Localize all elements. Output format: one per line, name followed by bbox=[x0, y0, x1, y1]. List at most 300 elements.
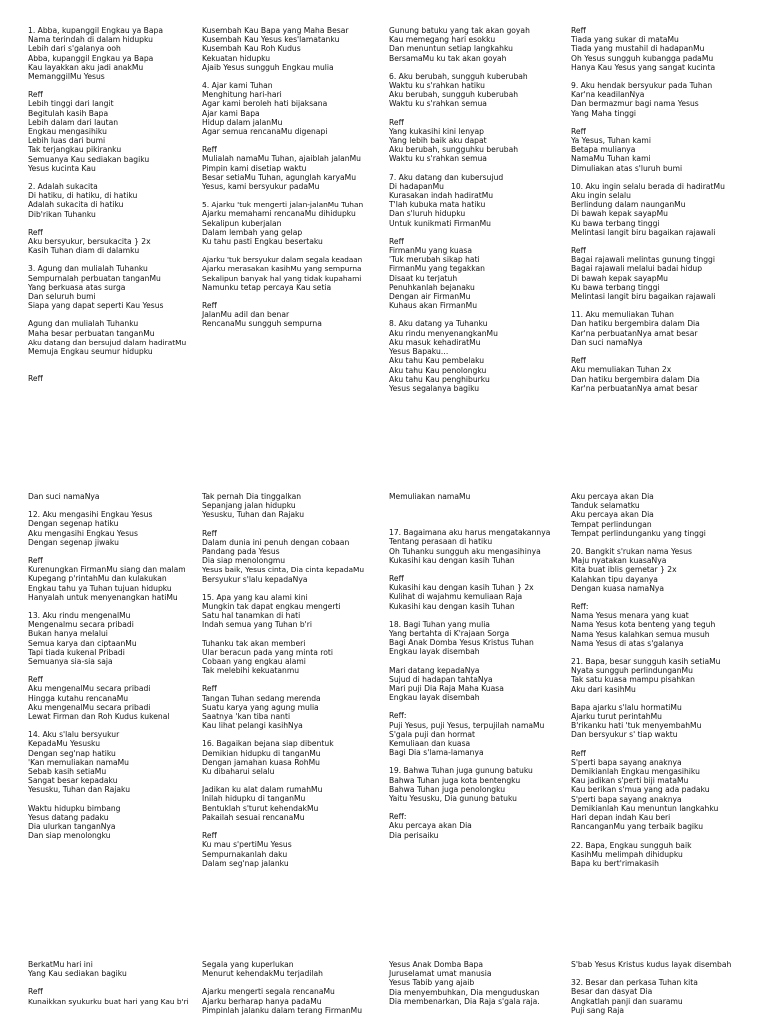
lyric-line: Yang bertahta di K'rajaan Sorga bbox=[389, 629, 510, 639]
line-spacer bbox=[28, 255, 188, 264]
line-spacer bbox=[28, 365, 188, 374]
lyric-line: Bagai rajawali melalui badai hidup bbox=[571, 264, 703, 274]
lyric-line: Mulialah namaMu Tuhan, ajaiblah jalanMu bbox=[202, 154, 361, 164]
lyric-line: Bagi Dia s'lama-lamanya bbox=[389, 748, 484, 758]
lyric-line: Aku mengenalMu secara pribadi bbox=[28, 702, 151, 712]
lyric-line: Aku tahu Kau pembelaku bbox=[389, 356, 485, 366]
lyric-line: Reff: bbox=[389, 711, 407, 721]
line-spacer bbox=[202, 136, 362, 145]
column-2-mid-block bbox=[202, 492, 365, 868]
lyric-line: Ku bawa terbang tinggi bbox=[571, 282, 660, 292]
line-spacer bbox=[389, 109, 549, 118]
lyric-line: Agung dan mulialah Tuhanku bbox=[28, 319, 139, 329]
lyric-line: Kukasihi kau dengan kasih Tuhan bbox=[389, 601, 515, 611]
lyric-line: Abba, kupanggil Engkau ya Bapa bbox=[28, 53, 154, 63]
lyric-line: Sangat besar kepadaku bbox=[28, 776, 118, 786]
line-spacer bbox=[28, 501, 188, 510]
lyric-line: Dan seluruh bumi bbox=[28, 292, 96, 302]
line-spacer bbox=[571, 694, 731, 703]
column-4 bbox=[571, 26, 731, 393]
lyric-line: Dia menyembuhkan, Dia menguduskan bbox=[389, 987, 540, 997]
column-1-bot-block bbox=[28, 960, 188, 1006]
lyric-line: 16. Bagaikan bejana siap dibentuk bbox=[202, 739, 334, 749]
lyric-line: Puji sang Raja bbox=[571, 1005, 625, 1015]
lyric-line: Ajarku berharap hanya padaMu bbox=[202, 996, 322, 1006]
lyric-line: Ajarku merasakan kasihMu yang sempurna bbox=[202, 264, 362, 274]
lyric-line: 15. Apa yang kau alami kini bbox=[202, 592, 308, 602]
lyric-line: Kulihat di wajahmu kemuliaan Raja bbox=[389, 592, 523, 602]
lyric-line: Tanduk selamatku bbox=[571, 501, 640, 511]
lyric-line: 12. Aku mengasihi Engkau Yesus bbox=[28, 510, 153, 520]
lyric-line: Kukasihi kau dengan kasih Tuhan bbox=[389, 555, 515, 565]
lyric-line: Saatnya 'kan tiba nanti bbox=[202, 712, 291, 722]
lyric-line: Reff bbox=[571, 126, 586, 136]
line-spacer bbox=[389, 228, 549, 237]
column-2-middle bbox=[202, 492, 365, 868]
line-spacer bbox=[202, 292, 362, 301]
lyric-line: Bahwa Tuhan juga penolongku bbox=[389, 784, 506, 794]
lyric-line: Kupegang p'rintahMu dan kulakukan bbox=[28, 574, 167, 584]
line-spacer bbox=[389, 164, 549, 173]
lyric-line: Ku bawa terbang tinggi bbox=[571, 218, 660, 228]
column-1 bbox=[28, 26, 188, 384]
lyric-line: Maha besar perbuatan tanganMu bbox=[28, 328, 155, 338]
line-spacer bbox=[202, 822, 362, 831]
lyric-line: KasihMu melimpah dihidupku bbox=[571, 849, 683, 859]
lyric-line: Siapa yang dapat seperti Kau Yesus bbox=[28, 301, 164, 311]
line-spacer bbox=[28, 310, 188, 319]
column-3-bottom bbox=[389, 960, 549, 1006]
line-spacer bbox=[571, 740, 731, 749]
lyric-line: Reff bbox=[202, 831, 217, 841]
lyric-line: Kemuliaan dan kuasa bbox=[389, 739, 471, 749]
lyric-line: Jadikan ku alat dalam rumahMu bbox=[202, 785, 323, 795]
lyric-line: Waktu hidupku bimbang bbox=[28, 803, 121, 813]
lyric-line: Kunaikkan syukurku buat hari yang Kau b'ri bbox=[28, 996, 189, 1006]
lyric-line: Nama Yesus kalahkan semua musuh bbox=[571, 629, 710, 639]
lyric-line: Ajaib Yesus sungguh Engkau mulia bbox=[202, 62, 334, 72]
lyric-line: Bahwa Tuhan juga kota bentengku bbox=[389, 775, 521, 785]
lyric-line: Reff bbox=[389, 117, 404, 127]
lyric-line: S'perti bapa sayang anaknya bbox=[571, 794, 682, 804]
lyric-line: Aku datang dan bersujud dalam hadiratMu bbox=[28, 337, 187, 347]
lyric-line: Aku bersyukur, bersukacita } 2x bbox=[28, 237, 151, 247]
lyric-line: Dengan segenap jiwaku bbox=[28, 537, 119, 547]
lyric-line: Indah semua yang Tuhan b'ri bbox=[202, 620, 312, 630]
lyric-line: Kau layakkan aku jadi anakMu bbox=[28, 62, 144, 72]
lyric-line: Aku berubah, sungguh kuberubah bbox=[389, 90, 519, 100]
lyric-line: S'bab Yesus Kristus kudus layak disembah bbox=[571, 960, 732, 969]
lyric-line: Tak satu kuasa mampu pisahkan bbox=[571, 675, 695, 685]
lyric-line: RancanganMu yang terbaik bagiku bbox=[571, 822, 704, 832]
line-spacer bbox=[571, 118, 731, 127]
lyric-line: Dan hatiku bergembira dalam Dia bbox=[571, 374, 700, 384]
lyric-line: Reff bbox=[571, 26, 586, 35]
lyric-line: Aku mengasihi Engkau Yesus bbox=[28, 528, 138, 538]
lyric-line: Waktu ku s'rahkan semua bbox=[389, 99, 487, 109]
lyric-line: Hanyalah untuk menyenangkan hatiMu bbox=[28, 592, 178, 602]
lyric-line: Reff bbox=[571, 356, 586, 366]
lyric-line: Tentang perasaan di hatiku bbox=[389, 537, 493, 547]
lyric-line: FirmanMu yang kuasa bbox=[389, 246, 472, 256]
lyric-line: Lebih tinggi dari langit bbox=[28, 99, 114, 109]
column-3-middle bbox=[389, 492, 549, 840]
lyric-line: Kau berikan s'mua yang ada padaku bbox=[571, 785, 710, 795]
lyric-line: Tiada yang mustahil di hadapanMu bbox=[571, 44, 705, 54]
lyric-line: Yang Maha tinggi bbox=[571, 108, 637, 118]
lyric-line: Juruselamat umat manusia bbox=[389, 969, 492, 979]
lyric-line: Dengan jamahan kuasa RohMu bbox=[202, 757, 320, 767]
lyric-line: Puji Yesus, puji Yesus, terpujilah namaMu bbox=[389, 720, 545, 730]
lyric-line: Tak melebihi kekuatanmu bbox=[202, 666, 300, 676]
lyric-line: 4. Ajar kami Tuhan bbox=[202, 81, 273, 91]
lyric-line: Kasih Tuhan diam di dalamku bbox=[28, 246, 140, 256]
line-spacer bbox=[389, 510, 549, 519]
lyric-line: Yang Kau sediakan bagiku bbox=[28, 969, 127, 979]
line-spacer bbox=[571, 347, 731, 356]
lyric-line: Dan suci namaNya bbox=[571, 337, 643, 347]
lyric-line: 21. Bapa, besar sungguh kasih setiaMu bbox=[571, 657, 721, 667]
lyric-line: Sujud di hadapan tahtaNya bbox=[389, 674, 493, 684]
lyric-line: Hidup dalam jalanMu bbox=[202, 117, 283, 127]
line-spacer bbox=[28, 795, 188, 804]
lyric-line: Tapi tiada kukenal Pribadi bbox=[28, 647, 125, 657]
lyric-line: Aku mengenalMu secara pribadi bbox=[28, 684, 151, 694]
lyric-line: Dia ulurkan tanganNya bbox=[28, 822, 116, 832]
lyric-line: Kurenungkan FirmanMu siang dan malam bbox=[28, 565, 186, 575]
lyric-line: Reff bbox=[28, 90, 43, 100]
lyric-line: Reff bbox=[28, 675, 43, 685]
lyric-line: Kar'na keadilanNya bbox=[571, 90, 645, 100]
lyric-line: 32. Besar dan perkasa Tuhan kita bbox=[571, 978, 698, 988]
column-2-bot-block bbox=[202, 960, 362, 1015]
lyric-line: Di hadapanMu bbox=[389, 181, 444, 191]
lyric-line: Reff bbox=[28, 556, 43, 566]
lyric-line: Ku tahu pasti Engkau besertaku bbox=[202, 237, 323, 247]
lyric-line: Engkau layak disembah bbox=[389, 647, 480, 657]
lyric-line: Di bawah kepak sayapMu bbox=[571, 273, 668, 283]
lyric-line: Pakailah sesuai rencanaMu bbox=[202, 812, 305, 822]
column-4-middle bbox=[571, 492, 731, 868]
lyric-line: Kusembah Kau Bapa yang Maha Besar bbox=[202, 26, 349, 35]
lyric-line: Ular beracun pada yang minta roti bbox=[202, 647, 333, 657]
lyric-line: Reff bbox=[389, 574, 404, 584]
lyric-line: Ku mau s'pertiMu Yesus bbox=[202, 840, 292, 850]
lyric-line: Dib'rikan Tuhanku bbox=[28, 209, 96, 219]
line-spacer bbox=[389, 702, 549, 711]
line-spacer bbox=[389, 310, 549, 319]
lyric-line: Yesus baik, Yesus cinta, Dia cinta kepadaMu bbox=[202, 565, 365, 575]
lyric-line: Dan suci namaNya bbox=[28, 492, 100, 501]
lyric-line: Sepanjang jalan hidupku bbox=[202, 501, 296, 511]
lyric-line: Satu hal tanamkan di hati bbox=[202, 611, 301, 621]
lyric-line: Semuanya Kau sediakan bagiku bbox=[28, 154, 150, 164]
lyric-line: Ku dibaharui selalu bbox=[202, 767, 275, 777]
lyric-line: Dan hatiku bergembira dalam Dia bbox=[571, 319, 700, 329]
lyric-line: Reff bbox=[202, 145, 217, 155]
lyric-line: Oh Tuhanku sungguh aku mengasihinya bbox=[389, 546, 541, 556]
line-spacer bbox=[571, 72, 731, 81]
lyric-line: Ajarku memahami rencanaMu dihidupku bbox=[202, 209, 356, 219]
lyric-line: Dengan air FirmanMu bbox=[389, 292, 471, 302]
lyric-line: Aku dari kasihMu bbox=[571, 684, 636, 694]
lyric-line: Oh Yesus sungguh kubangga padaMu bbox=[571, 53, 714, 63]
lyric-line: Yesus Bapaku… bbox=[389, 347, 449, 357]
lyric-line: BerkatMu hari ini bbox=[28, 960, 93, 969]
line-spacer bbox=[28, 721, 188, 730]
line-spacer bbox=[571, 832, 731, 841]
lyric-line: Sekalipun banyak hal yang tidak kupahami bbox=[202, 273, 362, 283]
lyric-line: 20. Bangkit s'rukan nama Yesus bbox=[571, 547, 692, 557]
lyric-line: Yang berkuasa atas surga bbox=[28, 282, 126, 292]
lyric-line: Tuhanku tak akan memberi bbox=[202, 638, 306, 648]
line-spacer bbox=[389, 803, 549, 812]
lyric-line: Besar dan dasyat Dia bbox=[571, 987, 653, 997]
line-spacer bbox=[571, 593, 731, 602]
lyric-line: Yesusku, Tuhan dan Rajaku bbox=[28, 785, 131, 795]
lyric-line: Aku percaya akan Dia bbox=[571, 492, 654, 501]
lyric-line: Tempat perlindunganku yang tinggi bbox=[571, 528, 706, 538]
lyric-line: Bapa ajarku s'lalu hormatiMu bbox=[571, 702, 682, 712]
lyric-line: Aku percaya akan Dia bbox=[389, 821, 472, 831]
lyric-line: Ajarku turut perintahMu bbox=[571, 712, 662, 722]
lyric-line: Sempurnakanlah daku bbox=[202, 849, 288, 859]
lyric-line: Kau lihat pelangi kasihNya bbox=[202, 721, 303, 731]
lyric-line: Memuja Engkau seumur hidupku bbox=[28, 347, 153, 357]
line-spacer bbox=[28, 602, 188, 611]
lyric-line: Tempat perlindungan bbox=[571, 519, 652, 529]
column-3-top-block bbox=[389, 26, 549, 393]
lyric-line: Ajarku mengerti segala rencanaMu bbox=[202, 987, 335, 997]
lyric-line: Engkau layak disembah bbox=[389, 693, 480, 703]
column-4-bot-block bbox=[571, 960, 731, 1015]
lyric-line: 10. Aku ingin selalu berada di hadiratMu bbox=[571, 181, 725, 191]
lyric-line: Lebih dalam dari lautan bbox=[28, 117, 119, 127]
lyric-line: NamaMu Tuhan kami bbox=[571, 154, 651, 164]
lyric-line: Agar semua rencanaMu digenapi bbox=[202, 127, 328, 137]
lyric-line: Kita buat iblis gemetar } 2x bbox=[571, 565, 677, 575]
lyric-line: Yesus datang padaku bbox=[28, 812, 109, 822]
column-4-mid-block bbox=[571, 492, 731, 868]
lyric-line: Nama Yesus menara yang kuat bbox=[571, 611, 689, 621]
lyric-line: Yesus segalanya bagiku bbox=[389, 383, 480, 393]
lyric-line: Kusembah Kau Yesus kes'lamatanku bbox=[202, 35, 340, 45]
lyric-line: Bagai rajawali melintas gunung tinggi bbox=[571, 255, 715, 265]
lyric-line: Bersyukur s'lalu kepadaNya bbox=[202, 574, 308, 584]
lyric-line: Bentuklah s'turut kehendakMu bbox=[202, 803, 319, 813]
lyric-line: Aku tahu Kau penolongku bbox=[389, 365, 487, 375]
lyric-line: Reff bbox=[571, 246, 586, 256]
lyric-line: Untuk kunikmati FirmanMu bbox=[389, 218, 491, 228]
lyric-line: Sebab kasih setiaMu bbox=[28, 767, 107, 777]
lyric-line: B'rikanku hati 'tuk menyembahMu bbox=[571, 721, 702, 731]
lyric-line: 'Tuk merubah sikap hati bbox=[389, 255, 480, 265]
lyric-line: Mari datang kepadaNya bbox=[389, 665, 480, 675]
lyric-line: 13. Aku rindu mengenalMu bbox=[28, 611, 131, 621]
lyric-line: Yesus Anak Domba Bapa bbox=[389, 960, 484, 969]
line-spacer bbox=[202, 978, 362, 987]
lyric-line: Yesus Tabib yang ajaib bbox=[389, 978, 475, 988]
lyric-line: Dia siap menolongmu bbox=[202, 556, 286, 566]
column-1-mid-block bbox=[28, 492, 188, 841]
line-spacer bbox=[202, 776, 362, 785]
lyric-line: Dengan seg'nap hatiku bbox=[28, 748, 116, 758]
lyric-line: Reff bbox=[389, 236, 404, 246]
lyric-line: KepadaMu Yesusku bbox=[28, 739, 101, 749]
lyric-line: Lebih luas dari bumi bbox=[28, 136, 106, 146]
line-spacer bbox=[202, 191, 362, 200]
lyric-line: Penuhkanlah bejanaku bbox=[389, 282, 475, 292]
lyric-line: Bukan hanya melalui bbox=[28, 629, 108, 639]
lyric-line: Reff bbox=[28, 374, 43, 384]
lyric-line: Angkatlah panji dan suaramu bbox=[571, 996, 683, 1006]
lyric-line: Aku percaya akan Dia bbox=[571, 510, 654, 520]
line-spacer bbox=[389, 611, 549, 620]
lyric-line: Mengenalmu secara pribadi bbox=[28, 620, 134, 630]
lyric-line: Kurasakan indah hadiratMu bbox=[389, 191, 494, 201]
lyric-line: Nama Yesus kota benteng yang teguh bbox=[571, 620, 716, 630]
lyric-line: BersamaMu ku tak akan goyah bbox=[389, 53, 507, 63]
lyric-line: Reff bbox=[202, 684, 217, 694]
lyric-line: 5. Ajarku 'tuk mengerti jalan-jalanMu Tuhan bbox=[202, 200, 364, 210]
column-1-bottom bbox=[28, 960, 188, 1006]
lyric-line: Lebih dari s'galanya ooh bbox=[28, 44, 121, 54]
line-spacer bbox=[389, 63, 549, 72]
line-spacer bbox=[571, 301, 731, 310]
lyric-line: Reff bbox=[571, 748, 586, 758]
lyric-line: Kau jadikan s'perti biji mataMu bbox=[571, 776, 689, 786]
column-1-middle bbox=[28, 492, 188, 841]
lyric-line: Aku tahu Kau penghiburku bbox=[389, 374, 490, 384]
lyric-line: Dan s'luruh hidupku bbox=[389, 209, 466, 219]
lyric-line: Melintasi langit biru bagaikan rajawali bbox=[571, 227, 716, 237]
line-spacer bbox=[202, 675, 362, 684]
lyric-line: Berlindung dalam naunganMu bbox=[571, 200, 686, 210]
line-spacer bbox=[28, 81, 188, 90]
column-2-top-block bbox=[202, 26, 362, 329]
lyric-line: Namunku tetap percaya Kau setia bbox=[202, 282, 332, 292]
lyric-line: T'lah kubuka mata hatiku bbox=[389, 200, 486, 210]
lyric-line: Hanya Kau Yesus yang sangat kucinta bbox=[571, 62, 716, 72]
lyric-line: 2. Adalah sukacita bbox=[28, 182, 98, 192]
lyric-line: 8. Aku datang ya Tuhanku bbox=[389, 319, 488, 329]
lyric-line: Dalam seg'nap jalanku bbox=[202, 858, 289, 868]
column-1-top-block bbox=[28, 26, 188, 384]
lyric-line: Dan bersyukur s' tiap waktu bbox=[571, 730, 678, 740]
lyric-line: Kalahkan tipu dayanya bbox=[571, 574, 658, 584]
lyric-line: Dan menuntun setiap langkahku bbox=[389, 44, 513, 54]
lyric-line: Lewat Firman dan Roh Kudus kukenal bbox=[28, 712, 170, 722]
lyric-line: Tak terjangkau pikiranku bbox=[28, 145, 122, 155]
line-spacer bbox=[202, 630, 362, 639]
lyric-line: 14. Aku s'lalu bersyukur bbox=[28, 730, 120, 740]
line-spacer bbox=[202, 72, 362, 81]
lyric-line: Reff: bbox=[389, 812, 407, 822]
lyric-line: Aku masuk kehadiratMu bbox=[389, 337, 481, 347]
lyric-line: 22. Bapa, Engkau sungguh baik bbox=[571, 840, 692, 850]
lyric-line: Reff bbox=[28, 227, 43, 237]
line-spacer bbox=[28, 978, 188, 987]
lyric-line: Dan siap menolongku bbox=[28, 831, 111, 841]
lyric-line: 9. Aku hendak bersyukur pada Tuhan bbox=[571, 81, 713, 91]
lyric-line: Suatu karya yang agung mulia bbox=[202, 702, 319, 712]
lyric-line: Kar'na perbuatanNya amat besar bbox=[571, 383, 698, 393]
lyric-line: Demikian hidupku di tanganMu bbox=[202, 748, 321, 758]
lyric-line: Tak pernah Dia tinggalkan bbox=[202, 492, 302, 501]
line-spacer bbox=[202, 246, 362, 255]
column-2 bbox=[202, 26, 362, 329]
line-spacer bbox=[389, 501, 549, 510]
lyric-line: Dan bermazmur bagi nama Yesus bbox=[571, 99, 699, 109]
lyric-line: Sempurnalah perbuatan tanganMu bbox=[28, 273, 161, 283]
lyric-line: Mari puji Dia Raja Maha Kuasa bbox=[389, 684, 504, 694]
lyric-line: Memuliakan namaMu bbox=[389, 492, 471, 501]
lyric-line: Mungkin tak dapat engkau mengerti bbox=[202, 602, 341, 612]
lyric-line: Engkau tahu ya Tuhan tujuan hidupku bbox=[28, 583, 172, 593]
lyric-line: Di bawah kepak sayapMu bbox=[571, 209, 668, 219]
lyric-line: Bapa ku bert'rimakasih bbox=[571, 858, 659, 868]
column-4-top-block bbox=[571, 26, 731, 393]
lyric-line: Tangan Tuhan sedang merenda bbox=[202, 693, 321, 703]
lyric-line: Engkau mengasihiku bbox=[28, 127, 107, 137]
lyric-line: S'gala puji dan hormat bbox=[389, 729, 476, 739]
lyric-line: Menghitung hari-hari bbox=[202, 90, 282, 100]
lyric-line: Inilah hidupku di tanganMu bbox=[202, 794, 306, 804]
lyric-line: Nama Yesus di atas s'galanya bbox=[571, 638, 684, 648]
lyric-line: Reff: bbox=[571, 602, 589, 612]
lyric-line: Kekuatan hidupku bbox=[202, 53, 271, 63]
lyric-line: Agar kami beroleh hati bijaksana bbox=[202, 99, 328, 109]
column-2-bottom bbox=[202, 960, 362, 1015]
column-3-mid-block bbox=[389, 492, 549, 840]
line-spacer bbox=[28, 219, 188, 228]
lyric-line: Cobaan yang engkau alami bbox=[202, 657, 306, 667]
lyric-line: Begitulah kasih Bapa bbox=[28, 108, 109, 118]
line-spacer bbox=[202, 730, 362, 739]
lyric-line: MemanggilMu Yesus bbox=[28, 72, 105, 82]
lyric-line: Menurut kehendakMu terjadilah bbox=[202, 969, 323, 979]
lyric-line: FirmanMu yang tegakkan bbox=[389, 264, 486, 274]
lyric-line: 11. Aku memuliakan Tuhan bbox=[571, 310, 674, 320]
lyric-line: Dia membenarkan, Dia Raja s'gala raja. bbox=[389, 996, 540, 1006]
column-3 bbox=[389, 26, 549, 393]
lyric-line: Demikianlah Engkau mengasihiku bbox=[571, 767, 700, 777]
lyric-line: Yesus kucinta Kau bbox=[28, 163, 96, 173]
lyric-line: Tiada yang sukar di mataMu bbox=[571, 35, 679, 45]
line-spacer bbox=[571, 173, 731, 182]
lyric-line: Yesusku, Tuhan dan Rajaku bbox=[202, 510, 305, 520]
lyric-line: S'perti bapa sayang anaknya bbox=[571, 757, 682, 767]
lyric-line: Disaat ku terjatuh bbox=[389, 273, 458, 283]
lyric-line: Aku memuliakan Tuhan 2x bbox=[571, 365, 672, 375]
lyric-line: Reff bbox=[202, 301, 217, 311]
lyric-line: RencanaMu sungguh sempurna bbox=[202, 319, 322, 329]
lyric-line: Hingga kutahu rencanaMu bbox=[28, 693, 129, 703]
lyric-line: Dia perisaiku bbox=[389, 830, 439, 840]
lyric-line: 19. Bahwa Tuhan juga gunung batuku bbox=[389, 766, 533, 776]
lyric-line: Bagi Anak Domba Yesus Kristus Tuhan bbox=[389, 638, 534, 648]
lyric-line: Dimuliakan atas s'luruh bumi bbox=[571, 163, 683, 173]
lyric-line: Aku ingin selalu bbox=[571, 191, 631, 201]
line-spacer bbox=[389, 565, 549, 574]
lyric-line: Dengan segenap hatiku bbox=[28, 519, 119, 529]
column-3-bot-block bbox=[389, 960, 549, 1006]
line-spacer bbox=[571, 969, 731, 978]
lyric-line: Ajarku 'tuk bersyukur dalam segala keadaan bbox=[202, 255, 363, 265]
line-spacer bbox=[202, 584, 362, 593]
lyric-line: Yang lebih baik aku dapat bbox=[389, 136, 487, 146]
lyric-line: 6. Aku berubah, sungguh kuberubah bbox=[389, 71, 528, 81]
